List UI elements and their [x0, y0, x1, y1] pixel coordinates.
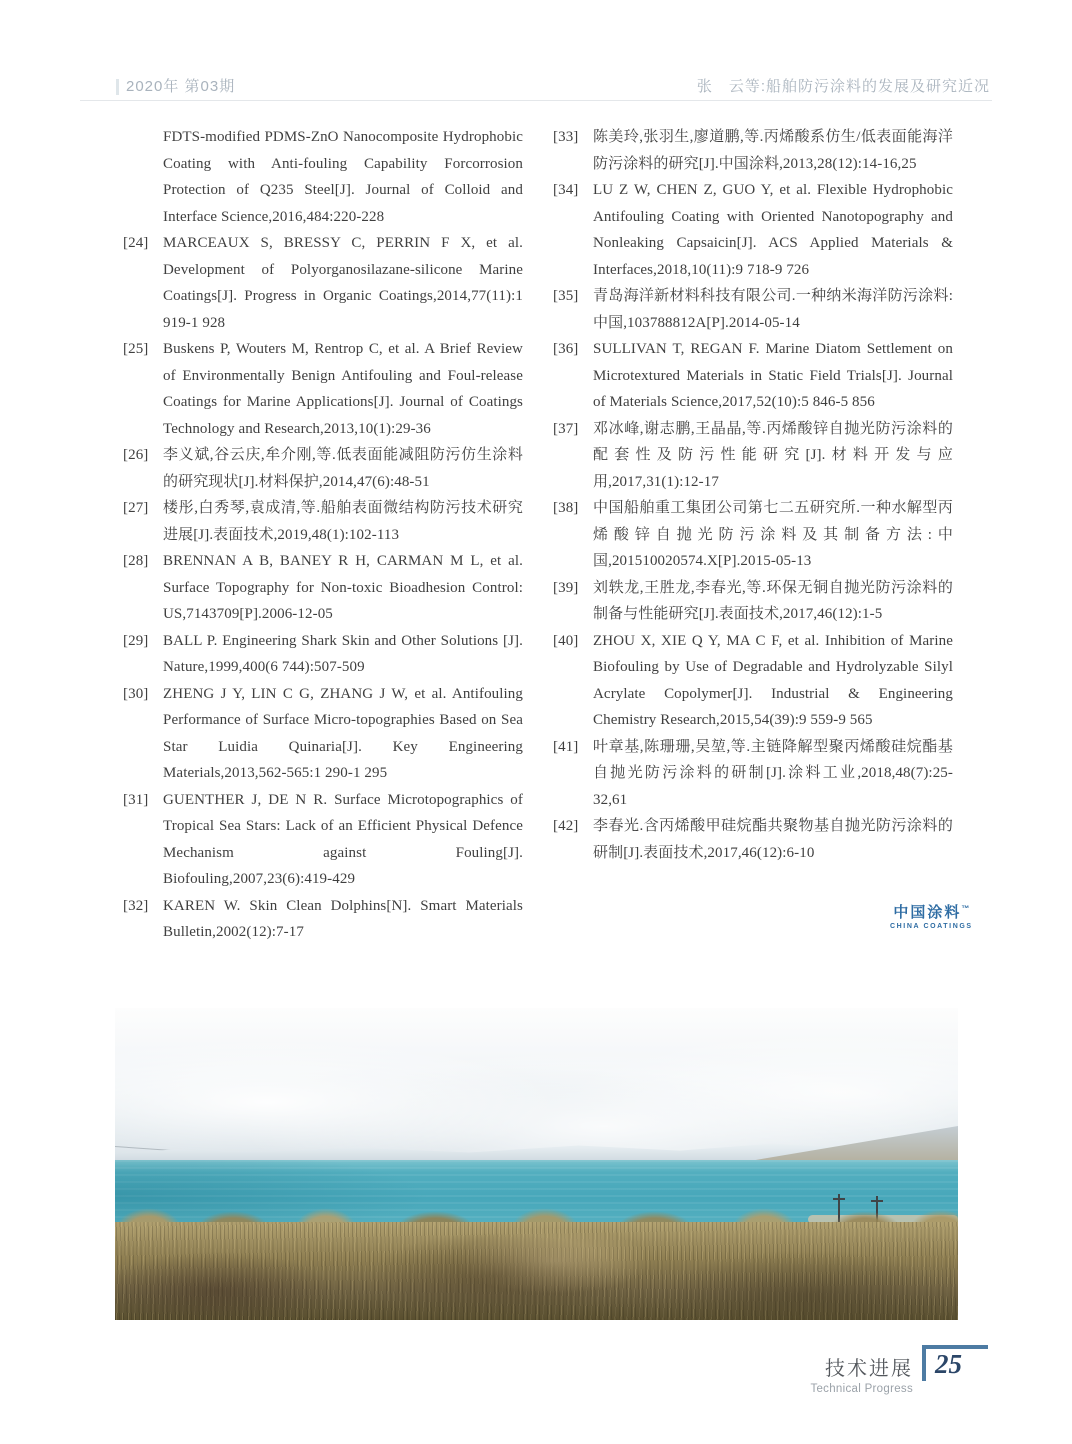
header-tick-mark	[116, 79, 119, 95]
reference-item	[553, 336, 953, 416]
reference-number: [30]	[123, 685, 149, 702]
reference-number: [38]	[553, 500, 579, 516]
china-coatings-logo	[890, 901, 973, 930]
reference-item	[123, 893, 523, 946]
reference-number: [35]	[553, 288, 579, 304]
reference-text: BALL P. Engineering Shark Skin and Other Solutions [J]. Nature,1999,400(6 744):507-509	[163, 632, 523, 675]
reference-text: 邓冰峰,谢志鹏,王晶晶,等.丙烯酸锌自抛光防污涂料的配套性及防污性能研究[J].材料开发与应用,2017,31(1):12-17	[593, 420, 953, 490]
reference-number: [29]	[123, 632, 149, 649]
reference-number: [41]	[553, 738, 579, 755]
reference-text: 陈美玲,张羽生,廖道鹏,等.丙烯酸系仿生/低表面能海洋防污涂料的研究[J].中国涂料,2013,28(12):14-16,25	[593, 129, 953, 172]
reference-number: [31]	[123, 791, 149, 808]
reference-text: GUENTHER J, DE N R. Surface Microtopographics of Tropical Sea Stars: Lack of an Efficient Physical Defence Mechanism against Fouling[J]. Biofouling,2007,23(6):419-429	[163, 791, 523, 887]
reference-number: [25]	[123, 341, 149, 357]
reference-number: [34]	[553, 182, 579, 198]
reference-text: ZHENG J Y, LIN C G, ZHANG J W, et al. Antifouling Performance of Surface Micro-topographies Based on Sea Star Luidia Quinaria[J]. Key Engineering Materials,2013,562-565:1 290-1 295	[163, 685, 523, 781]
reference-text: KAREN W. Skin Clean Dolphins[N]. Smart Materials Bulletin,2002(12):7-17	[163, 897, 523, 940]
references-column-left	[123, 124, 523, 946]
page-number: 25	[935, 1349, 962, 1379]
reference-item	[123, 787, 523, 893]
reference-list	[123, 124, 523, 946]
reference-number: [42]	[553, 818, 579, 834]
footer	[810, 1345, 988, 1395]
reference-number: [37]	[553, 420, 579, 437]
reference-item	[123, 124, 523, 230]
reference-item	[123, 548, 523, 628]
reference-item	[553, 628, 953, 734]
reference-item	[553, 813, 953, 866]
footer-section-labels	[810, 1352, 913, 1395]
reference-number: [26]	[123, 447, 149, 463]
reference-item	[123, 230, 523, 336]
reference-item	[553, 124, 953, 177]
logo-title-en: CHINA COATINGS	[890, 923, 973, 930]
reference-number: [28]	[123, 553, 149, 569]
trademark-icon: ™	[961, 904, 970, 913]
references-column-right	[553, 124, 953, 866]
header-running-title: 张 云等:船舶防污涂料的发展及研究近况	[696, 78, 990, 95]
reference-item	[553, 416, 953, 496]
reference-item	[553, 495, 953, 575]
reference-number: [32]	[123, 897, 149, 914]
reference-text: 李义斌,谷云庆,牟介刚,等.低表面能减阻防污仿生涂料的研究现状[J].材料保护,2014,47(6):48-51	[163, 447, 523, 490]
reference-item	[553, 283, 953, 336]
photo-sky	[115, 1008, 958, 1160]
reference-number: [24]	[123, 235, 149, 251]
reference-item	[553, 177, 953, 283]
reference-number: [40]	[553, 632, 579, 649]
reference-list	[553, 124, 953, 866]
reference-item	[123, 442, 523, 495]
reference-text: Buskens P, Wouters M, Rentrop C, et al. A Brief Review of Environmentally Benign Antifouling and Foul-release Coatings for Marine Applications[J]. Journal of Coatings Technology and Research,2013,10(1):29-36	[163, 341, 523, 437]
reference-text: 叶章基,陈珊珊,吴堃,等.主链降解型聚丙烯酸硅烷酯基自抛光防污涂料的研制[J].涂料工业,2018,48(7):25-32,61	[593, 738, 953, 808]
landscape-photo	[115, 1008, 958, 1320]
footer-section-en: Technical Progress	[810, 1383, 913, 1395]
page-number-bracket	[922, 1345, 988, 1381]
header-issue-label: 2020年 第03期	[126, 78, 236, 95]
reference-item	[553, 575, 953, 628]
reference-text: 青岛海洋新材料科技有限公司.一种纳米海洋防污涂料:中国,103788812A[P].2014-05-14	[593, 288, 953, 331]
reference-text: MARCEAUX S, BRESSY C, PERRIN F X, et al. Development of Polyorganosilazane-silicone Marine Coatings[J]. Progress in Organic Coatings,2014,77(11):1 919-1 928	[163, 235, 523, 331]
reference-text: 中国船舶重工集团公司第七二五研究所.一种水解型丙烯酸锌自抛光防污涂料及其制备方法:中国,201510020574.X[P].2015-05-13	[593, 500, 953, 569]
reference-number: [27]	[123, 500, 149, 516]
header-rule	[80, 100, 992, 101]
photo-grassland	[115, 1222, 958, 1320]
reference-item	[123, 628, 523, 681]
reference-text: LU Z W, CHEN Z, GUO Y, et al. Flexible Hydrophobic Antifouling Coating with Oriented Nanotopography and Nonleaking Capsaicin[J]. ACS Applied Materials & Interfaces,2018,10(11):9 718-9 726	[593, 182, 953, 278]
reference-text: 刘轶龙,王胜龙,李春光,等.环保无铜自抛光防污涂料的制备与性能研究[J].表面技术,2017,46(12):1-5	[593, 579, 953, 622]
logo-title-cn: 中国涂料™	[893, 904, 970, 921]
reference-item	[123, 495, 523, 548]
reference-number: [36]	[553, 341, 579, 357]
reference-text: BRENNAN A B, BANEY R H, CARMAN M L, et al. Surface Topography for Non-toxic Bioadhesion Control: US,7143709[P].2006-12-05	[163, 553, 523, 622]
reference-text: SULLIVAN T, REGAN F. Marine Diatom Settlement on Microtextured Materials in Static Field Trials[J]. Journal of Materials Science,2017,52(10):5 846-5 856	[593, 341, 953, 410]
reference-item	[123, 681, 523, 787]
reference-number: [33]	[553, 129, 579, 145]
reference-item	[553, 734, 953, 814]
reference-item	[123, 336, 523, 442]
reference-text: FDTS-modified PDMS-ZnO Nanocomposite Hydrophobic Coating with Anti-fouling Capability Forcorrosion Protection of Q235 Steel[J]. Journal of Colloid and Interface Science,2016,484:220-228	[163, 129, 523, 225]
reference-number: [39]	[553, 579, 579, 596]
reference-text: 楼彤,白秀琴,袁成清,等.船舶表面微结构防污技术研究进展[J].表面技术,2019,48(1):102-113	[163, 500, 523, 543]
footer-section-cn: 技术进展	[825, 1358, 913, 1380]
reference-text: 李春光.含丙烯酸甲硅烷酯共聚物基自抛光防污涂料的研制[J].表面技术,2017,46(12):6-10	[593, 818, 953, 861]
reference-text: ZHOU X, XIE Q Y, MA C F, et al. Inhibition of Marine Biofouling by Use of Degradable and Hydrolyzable Silyl Acrylate Copolymer[J]. Industrial & Engineering Chemistry Research,2015,54(39):9 559-9 565	[593, 632, 953, 728]
